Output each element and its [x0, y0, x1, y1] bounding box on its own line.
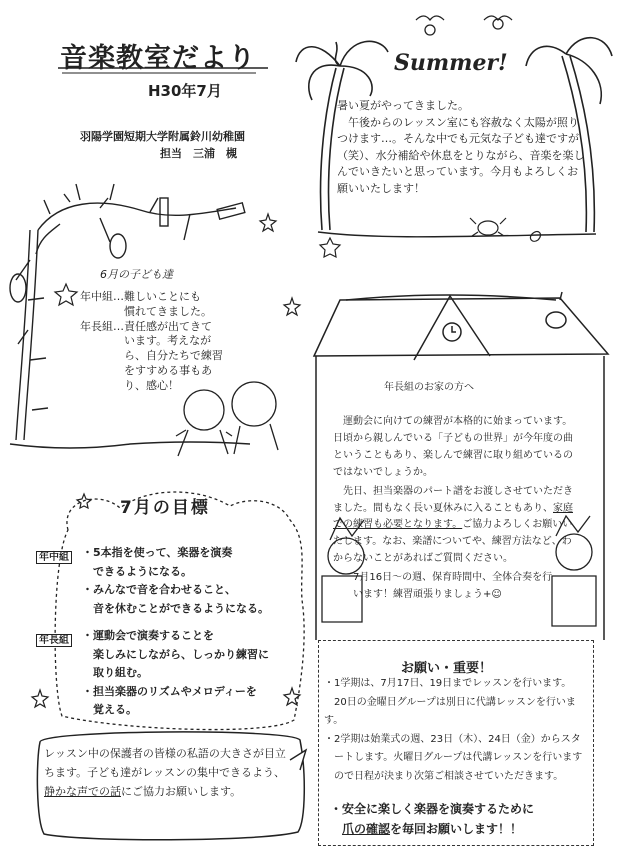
kids-section-title: 6月の子ども達: [100, 268, 173, 281]
school-name: 羽陽学園短期大学附属鈴川幼稚園: [80, 130, 245, 143]
goal-group-label: 年中組: [36, 551, 72, 564]
house-text: 先日、担当楽器のパート譜をお渡しさせていただきました。間もなく長い夏休みに入ることもあり、: [333, 485, 573, 514]
request-item: ・1学期は、7月17日、19日までレッスンを行います。: [324, 678, 572, 689]
kids-line: います。考えなが: [80, 334, 212, 348]
house-section-title: 年長組のお家の方へ: [384, 382, 474, 393]
request-item: 20日の金曜日グループは別日に代講レッスンを行います。: [324, 696, 576, 726]
kids-section-body: [80, 290, 223, 394]
kids-line: 慣れてきました。: [80, 304, 212, 318]
closing-line: ・安全に楽しく楽器を演奏するために: [330, 802, 535, 816]
goals-title: 7月の目標: [120, 498, 210, 518]
requests-closing: [330, 799, 592, 839]
closing-line: [330, 819, 592, 839]
notice-text: にご協力お願いします。: [121, 785, 242, 798]
summer-paragraph: 午後からのレッスン室にも容赦なく太陽が照りつけます…。そんな中でも元気な子ども達ですが（笑）、水分補給や休息をとりながら、音楽を楽しんでいきたいと思っています。今月もよろしくお願いいたします！: [337, 115, 585, 195]
bird-icon: [416, 16, 512, 35]
goal-group-items: [82, 544, 302, 618]
house-emphasis: 家庭での練習も必要となります。: [333, 502, 573, 531]
kids-line: ら、自分たちで練習: [80, 349, 223, 363]
summer-greeting: [337, 98, 587, 198]
summer-paragraph: 暑い夏がやってきました。: [337, 99, 469, 112]
house-paragraph: 運動会に向けての練習が本格的に始まっています。日頃から親しんでいる「子どもの世界」が今年度の曲ということもあり、楽しんで練習に取り組めているのではないでしょうか。: [333, 416, 573, 478]
notice-emphasis: 静かな声での話: [44, 785, 121, 798]
requests-list: [324, 675, 588, 786]
house-paragraph: [333, 484, 581, 569]
kids-line: をすすめる事もあ: [80, 363, 213, 377]
kids-line: 年中組…難しいことにも: [80, 290, 201, 303]
summer-heading: Summer!: [394, 50, 508, 76]
request-item: ・2学期は始業式の週、23日（木）、24日（金）からスタートします。火曜日グループは代講レッスンを行いますので日程が決まり次第ご相談させていただきます。: [324, 733, 583, 782]
goal-item: 取り組む。: [82, 666, 148, 679]
house-section-body: [333, 414, 581, 606]
goal-item: ・みんなで音を合わせること、: [82, 583, 236, 596]
requests-title: お願い・重要！: [401, 661, 493, 676]
house-text: ご協力よろしくお願いいたします。なお、楽譜についてや、練習方法など、わからないことがあればご質問ください。: [333, 519, 573, 565]
closing-text: を毎回お願いします！！: [390, 822, 523, 836]
goal-item: ・運動会で演奏することを: [82, 629, 214, 642]
notice-text: レッスン中の保護者の皆様の私語の大きさが目立ちます。子ども達がレッスンの集中できるよう、: [44, 747, 286, 779]
teacher-name: 担当 三浦 槻: [160, 147, 237, 160]
goal-group-items: [82, 627, 302, 720]
issue-date: H30年7月: [148, 82, 222, 100]
kids-line: 年長組…責任感が出てきて: [80, 319, 212, 333]
parent-notice: [44, 744, 294, 801]
goal-item: 楽しみにしながら、しっかり練習に: [82, 647, 269, 661]
page-title: 音楽教室だより: [60, 43, 256, 74]
kids-line: り、感心！: [80, 378, 179, 392]
goal-group-label: [36, 545, 72, 564]
crab-icon: [470, 218, 506, 236]
goal-item: ・5本指を使って、楽器を演奏: [82, 546, 233, 559]
goal-item: ・担当楽器のリズムやメロディーを: [82, 684, 257, 698]
goal-group-label: 年長組: [36, 634, 72, 647]
goal-item: できるようになる。: [82, 564, 192, 578]
closing-emphasis: 爪の確認: [342, 822, 391, 836]
goal-item: 音を休むことができるようになる。: [82, 601, 269, 615]
goal-group-label: [36, 628, 72, 647]
house-paragraph: 7月16日～の週、保育時間中、全体合奏を行います！練習頑張りましょう+☺: [353, 572, 553, 601]
goal-item: 覚える。: [82, 703, 137, 716]
